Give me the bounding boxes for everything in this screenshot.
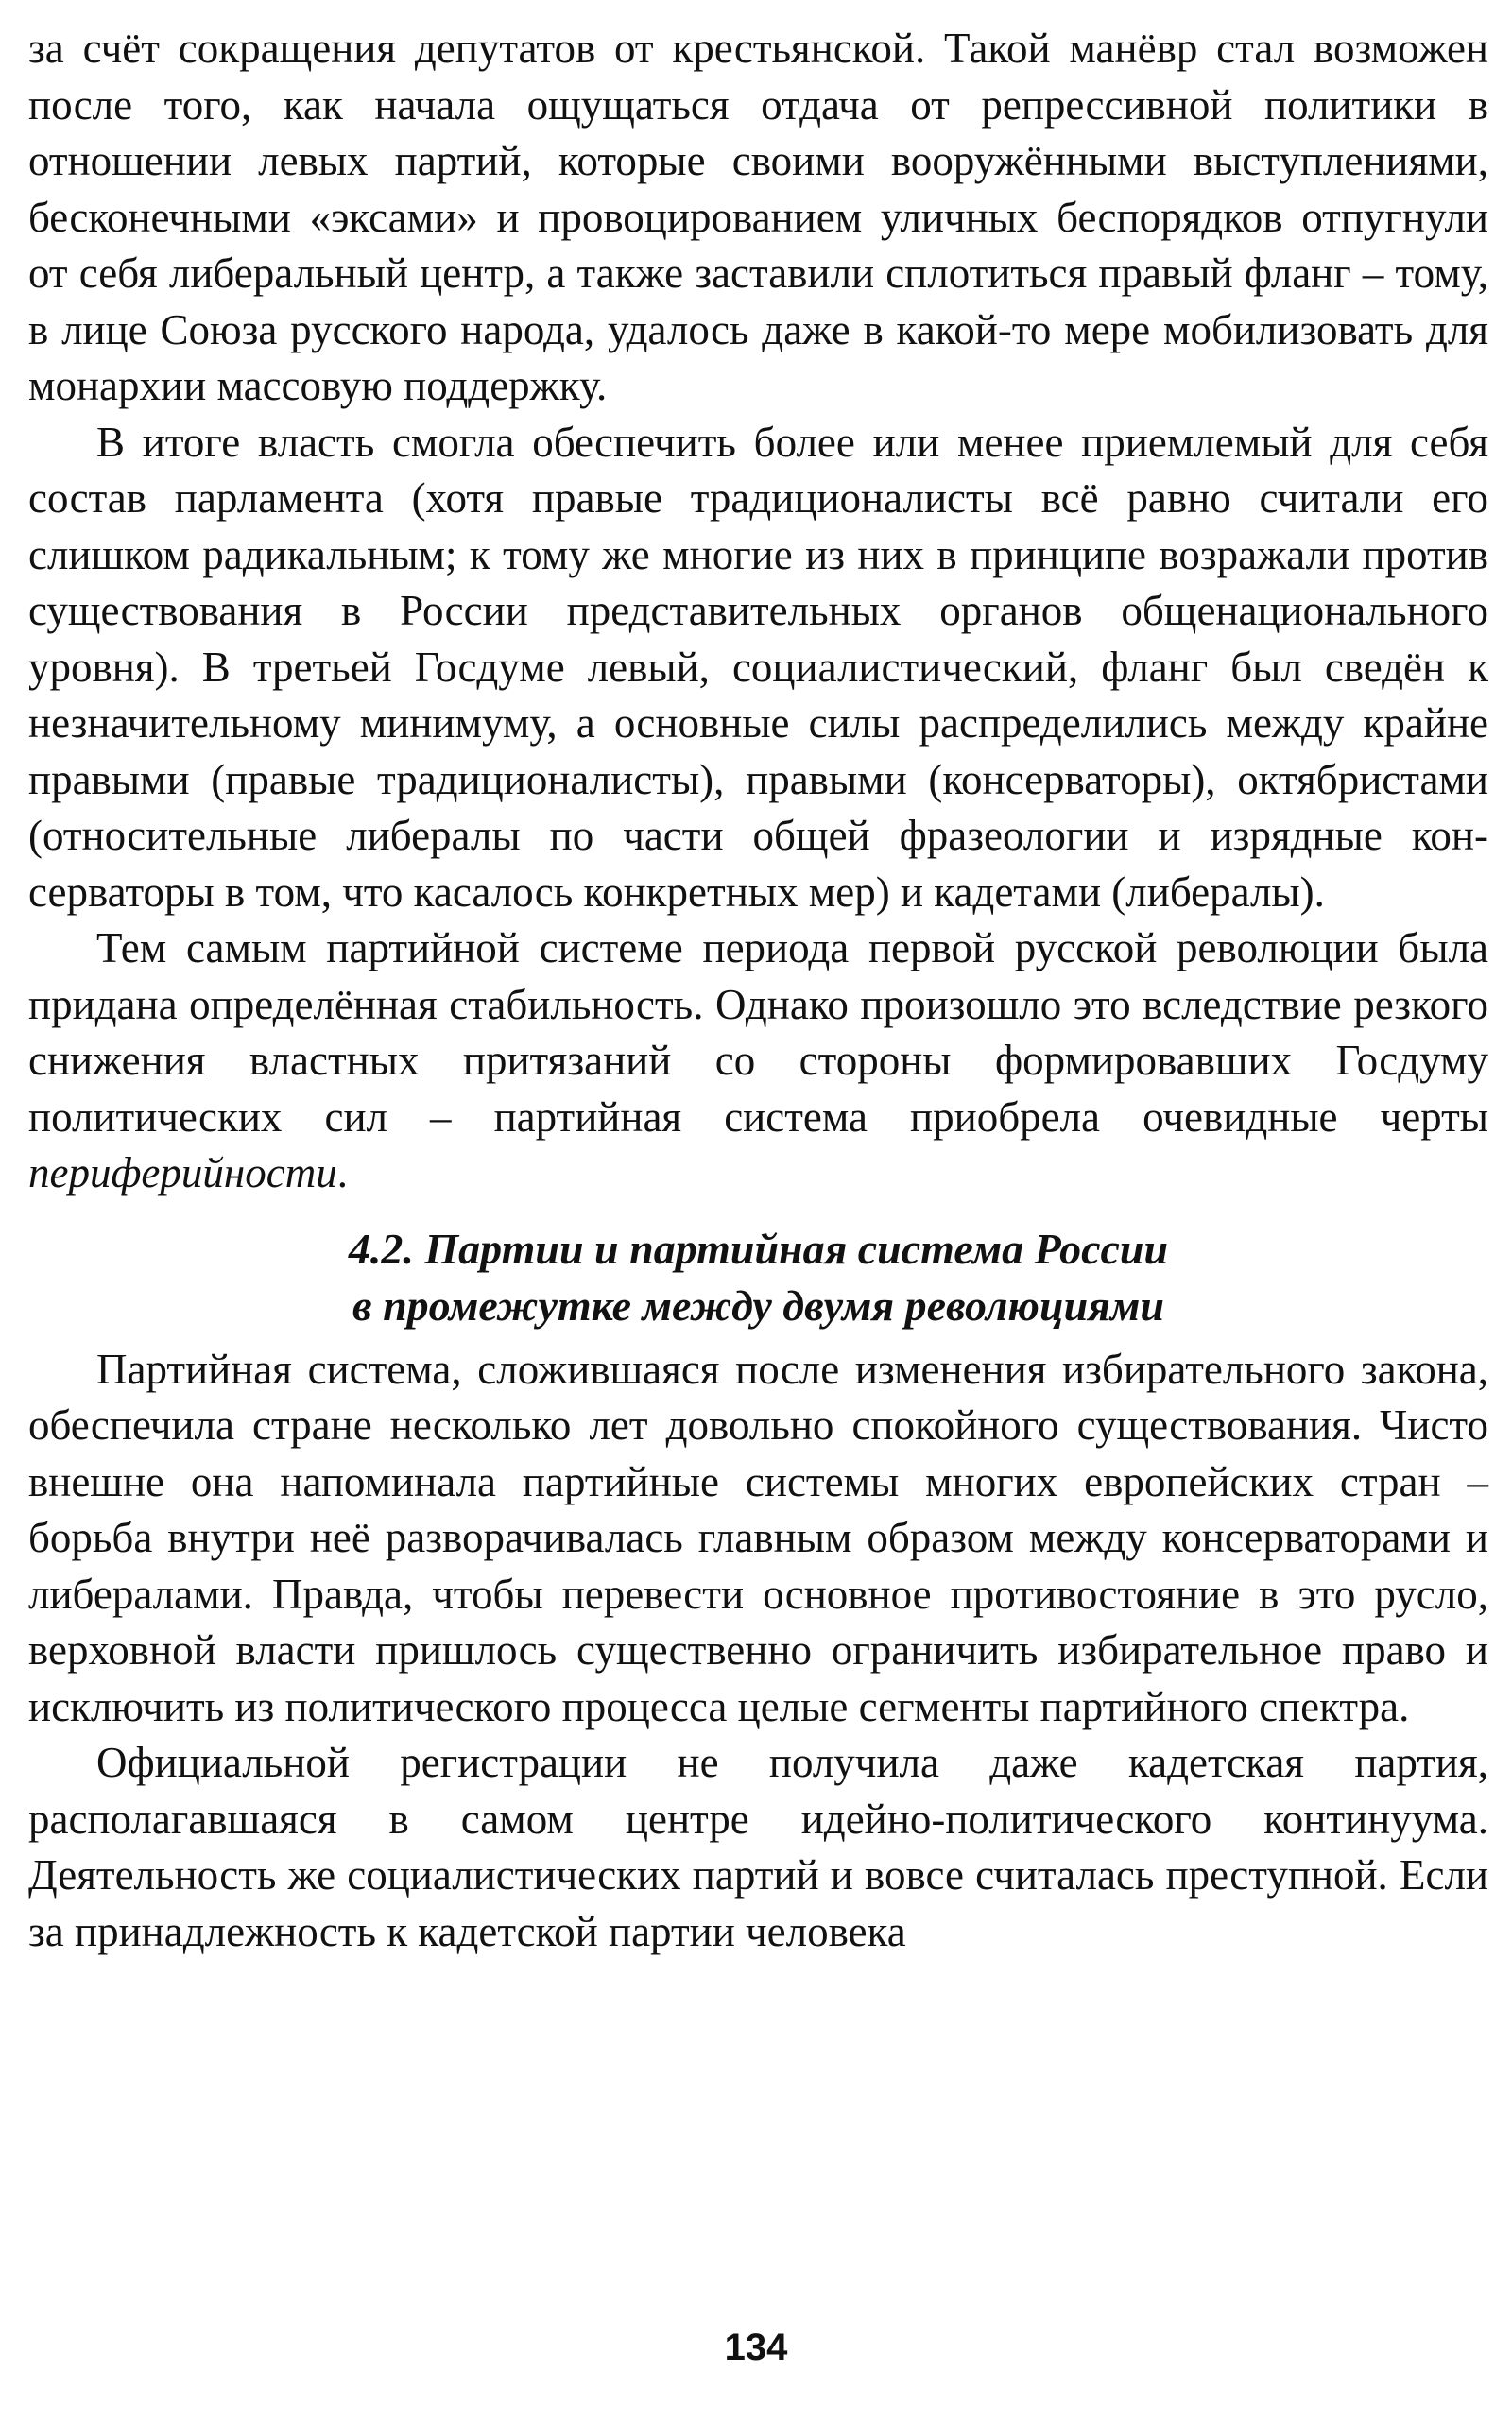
section-heading-line-2: в промежутке между двумя революциями <box>352 1280 1164 1330</box>
emphasized-term: периферийности <box>28 1149 337 1196</box>
paragraph-continuation: за счёт сокращения депутатов от крестьянской. Такой манёвр стал возможен после того, как начала ощущаться отдача от репрессивной политики в отношении левых партий, которые своими вооружёнными выступлениями, бесконечными «эксами» и провоцированием уличных беспорядков отпугнули от себя либеральный центр, а также заставили сплотиться правый фланг – тому, в лице Союза русского народа, удалось даже в какой-то мере мобилизовать для монархии массовую поддержку. <box>28 25 1488 409</box>
paragraph-official-registration: Официальной регистрации не получила даже кадетская партия, располагавшаяся в самом центре идейно-политического континуума. Деятельность же социалистических партий и вовсе считалась преступной. Если за принадлежность к кадетской партии человека <box>28 1739 1488 1955</box>
section-heading-line-1: 4.2. Партии и партийная система России <box>348 1224 1169 1273</box>
paragraph-text: Тем самым партийной системе периода первой русской революции была придана определённая стабильность. Однако произошло это вследствие резкого снижения властных притязаний со стороны формировавших Госдуму политических сил – партийная система приобрела очевидные черты <box>28 924 1488 1141</box>
paragraph-party-system-stability <box>28 920 1488 1202</box>
section-heading <box>28 1221 1488 1334</box>
document-page <box>28 21 1488 1960</box>
paragraph-between-revolutions: Партийная система, сложившаяся после изменения избирательного закона, обеспечила стране несколько лет довольно спокойного существования. Чисто внешне она напоминала партийные системы многих европейских стран – борьба внутри неё разворачивалась главным образом между консерваторами и либералами. Правда, чтобы перевести основное противостояние в это русло, верховной власти пришлось существенно ограничить избирательное право и исключить из политического процесса целые сегменты партийного спектра. <box>28 1345 1488 1730</box>
page-number: 134 <box>724 2327 788 2368</box>
paragraph-tail: . <box>336 1149 348 1196</box>
paragraph-parliament-composition: В итоге власть смогла обеспечить более или менее приемлемый для себя состав парламента (хотя правые традиционалисты всё равно считали его слишком радикальным; к тому же многие из них в принципе возражали против существования в России представительных органов общенационального уровня). В третьей Госдуме левый, социалистический, фланг был сведён к незначительному минимуму, а основные силы распределились между крайне правыми (правые традиционалисты), правыми (консерваторы), октябристами (относительные либералы по части общей фразеологии и изрядные консерваторы в том, что касалось конкретных мер) и кадетами (либералы). <box>28 418 1488 916</box>
